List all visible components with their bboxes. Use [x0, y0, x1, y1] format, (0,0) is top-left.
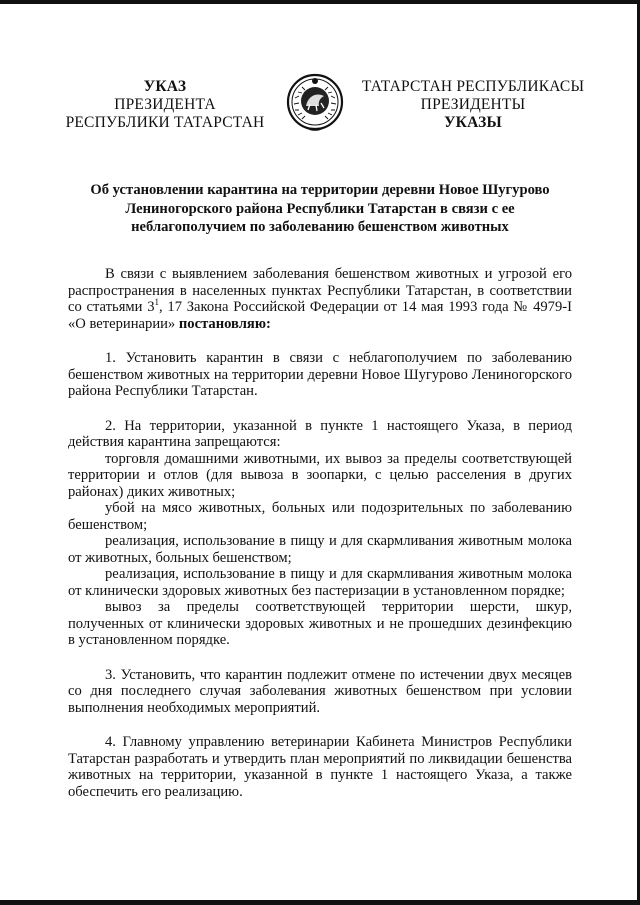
item-2-subitem: вывоз за пределы соответствующей территории шерсти, шкур, полученных от клинически здоровых животных и не прошедших дезинфекцию в установленном порядке. [68, 599, 572, 648]
scan-border-bottom [0, 900, 640, 905]
tatarstan-coat-of-arms-icon [286, 68, 344, 136]
item-2-subitem: реализация, использование в пищу и для скармливания животным молока от животных, больных бешенством; [68, 533, 572, 566]
title-line-3: неблагополучием по заболеванию бешенством животных [131, 219, 509, 235]
header-left-line-3: РЕСПУБЛИКИ ТАТАРСТАН [65, 114, 265, 131]
preamble-text-cont: , 17 Закона Российской Федерации от 14 мая 1993 года № 4979-I «О ветеринарии» [68, 299, 572, 332]
preamble-resolve-word: постановляю: [178, 315, 271, 332]
header-right-tatar [360, 78, 586, 132]
item-2-subitem: реализация, использование в пищу и для скармливания животным молока от клинически здоровых животных без пастеризации в установленном порядке; [68, 566, 572, 599]
decree-body [68, 266, 572, 800]
header-right-line-3: УКАЗЫ [444, 114, 502, 131]
header-left-russian [58, 78, 272, 132]
header-right-line-1: ТАТАРСТАН РЕСПУБЛИКАСЫ [361, 78, 585, 95]
title-line-1: Об установлении карантина на территории деревни Новое Шугурово [90, 182, 550, 198]
scan-border-top [0, 0, 640, 4]
header-left-line-1: УКАЗ [143, 78, 187, 95]
title-line-2: Лениногорского района Республики Татарстан в связи с ее [125, 200, 515, 217]
article-superscript: 1 [154, 297, 159, 308]
header-left-line-2: ПРЕЗИДЕНТА [114, 96, 216, 113]
item-1-paragraph: 1. Установить карантин в связи с неблагополучием по заболеванию бешенством животных на территории деревни Новое Шугурово Лениногорского района Республики Татарстан. [68, 350, 572, 399]
preamble-paragraph [68, 266, 572, 332]
item-3-paragraph: 3. Установить, что карантин подлежит отмене по истечении двух месяцев со дня последнего случая заболевания животных бешенством при условии выполнения необходимых мероприятий. [68, 666, 572, 716]
header-right-line-2: ПРЕЗИДЕНТЫ [420, 96, 526, 113]
item-4-paragraph: 4. Главному управлению ветеринарии Кабинета Министров Республики Татарстан разработать и утвердить план мероприятий по ликвидации бешенства животных на территории, указанной в пункте 1 настоящего Указа, а также обеспечить его реализацию. [68, 734, 572, 800]
decree-title [72, 181, 568, 237]
item-2-subitem: убой на мясо животных, больных или подозрительных по заболеванию бешенством; [68, 500, 572, 533]
preamble-text: В связи с выявлением заболевания бешенством животных и угрозой его распространения в населенных пунктах Республики Татарстан, в соответствии со статьями 3 [68, 266, 572, 315]
item-2-intro: 2. На территории, указанной в пункте 1 настоящего Указа, в период действия карантина запрещаются: [68, 417, 572, 450]
item-2-subitem: торговля домашними животными, их вывоз за пределы соответствующей территории и отлов (для вывоза в зоопарки, с целью расселения в других районах) диких животных; [68, 450, 572, 500]
